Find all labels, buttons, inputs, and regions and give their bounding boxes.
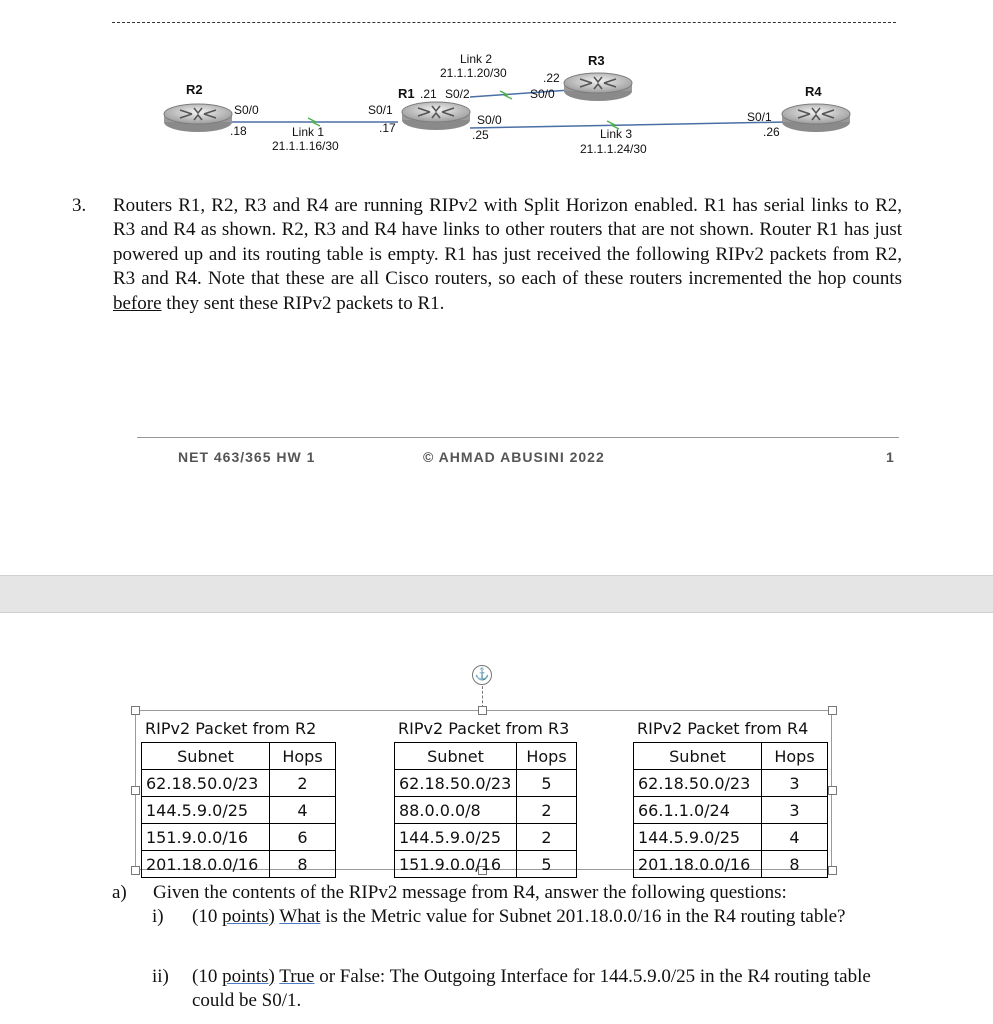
question-i-underlined-2: What: [279, 906, 321, 927]
question-ii-underlined-1: points): [222, 966, 275, 987]
router-r1-icon: [402, 102, 470, 130]
link3-network: 21.1.1.24/30: [580, 142, 647, 156]
link3-name: Link 3: [600, 127, 633, 141]
router-r4-icon: [782, 104, 850, 132]
r2-ip-label: .18: [230, 124, 247, 138]
subnet-cell: 62.18.50.0/23: [142, 770, 270, 797]
link-2-line: [470, 90, 570, 99]
table-header-subnet: Subnet: [142, 743, 270, 770]
anchor-icon[interactable]: ⚓: [472, 665, 492, 685]
question-i-text: [192, 905, 902, 929]
subnet-cell: 144.5.9.0/25: [395, 824, 517, 851]
resize-handle-middle-right[interactable]: [828, 786, 837, 795]
question-body: [113, 194, 902, 316]
question-ii-underlined-2: True: [279, 966, 315, 987]
table-row: [142, 770, 336, 797]
question-text-part1: Routers R1, R2, R3 and R4 are running RIPv2 with Split Horizon enabled. R1 has serial links to R2, R3 and R4 as shown. R2, R3 and R4 have links to other routers that are not shown. Router R1 has just powered up and its routing table is empty. R1 has just received the following RIPv2 packets from R2, R3 and R4. Note that these are all Cisco routers, so each of these routers incremented the hop counts: [113, 195, 902, 290]
table-row: [634, 824, 828, 851]
question-a-label: a): [112, 882, 127, 903]
resize-handle-bottom-left[interactable]: [131, 866, 140, 875]
r3-ip-label: .22: [543, 71, 560, 85]
r3-s00-label: S0/0: [530, 87, 555, 101]
r1-ip17-label: .17: [379, 121, 396, 135]
dashed-separator: [112, 22, 896, 23]
question-ii: [112, 965, 902, 1013]
hops-cell: 3: [762, 797, 828, 824]
resize-handle-top-center[interactable]: [478, 706, 487, 715]
router-r2-name: R2: [186, 82, 203, 97]
network-diagram: [0, 40, 993, 170]
r1-s02-label: S0/2: [445, 87, 470, 101]
table-row: [395, 770, 577, 797]
subnet-cell: 62.18.50.0/23: [634, 770, 762, 797]
footer-course: NET 463/365 HW 1: [178, 449, 316, 465]
question-i-underlined-1: points): [222, 906, 275, 927]
r1-s00-label: S0/0: [477, 113, 502, 127]
link1-name: Link 1: [292, 125, 325, 139]
router-r3-icon: [564, 73, 632, 101]
table-row: [634, 851, 828, 878]
hops-cell: 6: [270, 824, 336, 851]
question-underlined-word: before: [113, 292, 162, 314]
question-3: [72, 194, 902, 316]
table-title: RIPv2 Packet from R3: [398, 719, 570, 738]
subnet-cell: 66.1.1.0/24: [634, 797, 762, 824]
router-r4-name: R4: [805, 84, 822, 99]
rip-table-r2: [141, 715, 336, 878]
link2-name: Link 2: [460, 52, 493, 66]
subnet-cell: 62.18.50.0/23: [395, 770, 517, 797]
table-row: [142, 797, 336, 824]
question-i-pre: (10: [192, 906, 223, 927]
table-header-hops: Hops: [517, 743, 577, 770]
question-text-part2: they sent these RIPv2 packets to R1.: [161, 292, 445, 314]
table-title: RIPv2 Packet from R4: [637, 719, 809, 738]
table-header-hops: Hops: [270, 743, 336, 770]
hops-cell: 2: [270, 770, 336, 797]
sub-questions: [112, 881, 902, 1013]
subnet-cell: 151.9.0.0/16: [142, 824, 270, 851]
page-gap: [0, 575, 993, 613]
footer-rule: [137, 437, 899, 438]
question-a-text: Given the contents of the RIPv2 message from R4, answer the following questions:: [153, 882, 787, 903]
question-ii-label: ii): [152, 966, 169, 987]
question-i-label: i): [152, 906, 164, 927]
table-header-subnet: Subnet: [395, 743, 517, 770]
table-row: [395, 797, 577, 824]
question-i-post: is the Metric value for Subnet 201.18.0.0/16 in the R4 routing table?: [320, 906, 846, 927]
table-row: [142, 851, 336, 878]
page-2: [0, 613, 993, 1024]
hops-cell: 2: [517, 797, 577, 824]
footer-copyright: © AHMAD ABUSINI 2022: [423, 449, 605, 465]
router-r1-name: R1: [398, 86, 415, 101]
question-ii-pre: (10: [192, 966, 223, 987]
hops-cell: 8: [762, 851, 828, 878]
router-r3-name: R3: [588, 53, 605, 68]
anchor-connector: [482, 686, 483, 708]
question-i: [112, 905, 902, 953]
table-row: [634, 770, 828, 797]
r1-ip21-label: .21: [420, 87, 437, 101]
hops-cell: 2: [517, 824, 577, 851]
subnet-cell: 201.18.0.0/16: [142, 851, 270, 878]
subnet-cell: 144.5.9.0/25: [634, 824, 762, 851]
resize-handle-top-left[interactable]: [131, 706, 140, 715]
table-header-hops: Hops: [762, 743, 828, 770]
footer-page-number: 1: [886, 449, 895, 465]
table-row: [634, 797, 828, 824]
hops-cell: 5: [517, 770, 577, 797]
hops-cell: 4: [270, 797, 336, 824]
resize-handle-bottom-right[interactable]: [828, 866, 837, 875]
table-title: RIPv2 Packet from R2: [145, 719, 317, 738]
r2-s00-label: S0/0: [234, 103, 259, 117]
router-r2-icon: [164, 104, 232, 132]
hops-cell: 5: [517, 851, 577, 878]
subnet-cell: 144.5.9.0/25: [142, 797, 270, 824]
table-row: [395, 851, 577, 878]
subnet-cell: 201.18.0.0/16: [634, 851, 762, 878]
question-number: 3.: [72, 195, 87, 216]
r1-ip25-label: .25: [472, 128, 489, 142]
question-ii-text: [192, 965, 902, 1013]
question-ii-post: or False: The Outgoing Interface for 144.5.9.0/25 in the R4 routing table could be S0/1.: [192, 966, 871, 1011]
hops-cell: 4: [762, 824, 828, 851]
hops-cell: 3: [762, 770, 828, 797]
rip-table-r3: [394, 715, 577, 878]
resize-handle-top-right[interactable]: [828, 706, 837, 715]
link2-network: 21.1.1.20/30: [440, 66, 507, 80]
r4-s01-label: S0/1: [747, 110, 772, 124]
subnet-cell: 88.0.0.0/8: [395, 797, 517, 824]
resize-handle-middle-left[interactable]: [131, 786, 140, 795]
hops-cell: 8: [270, 851, 336, 878]
question-a: [112, 881, 902, 905]
link1-network: 21.1.1.16/30: [272, 139, 339, 153]
r1-s01-label: S0/1: [368, 103, 393, 117]
subnet-cell: 151.9.0.0/16: [395, 851, 517, 878]
table-row: [395, 824, 577, 851]
rip-table-r4: [633, 715, 828, 878]
table-header-subnet: Subnet: [634, 743, 762, 770]
r4-ip-label: .26: [763, 125, 780, 139]
table-row: [142, 824, 336, 851]
